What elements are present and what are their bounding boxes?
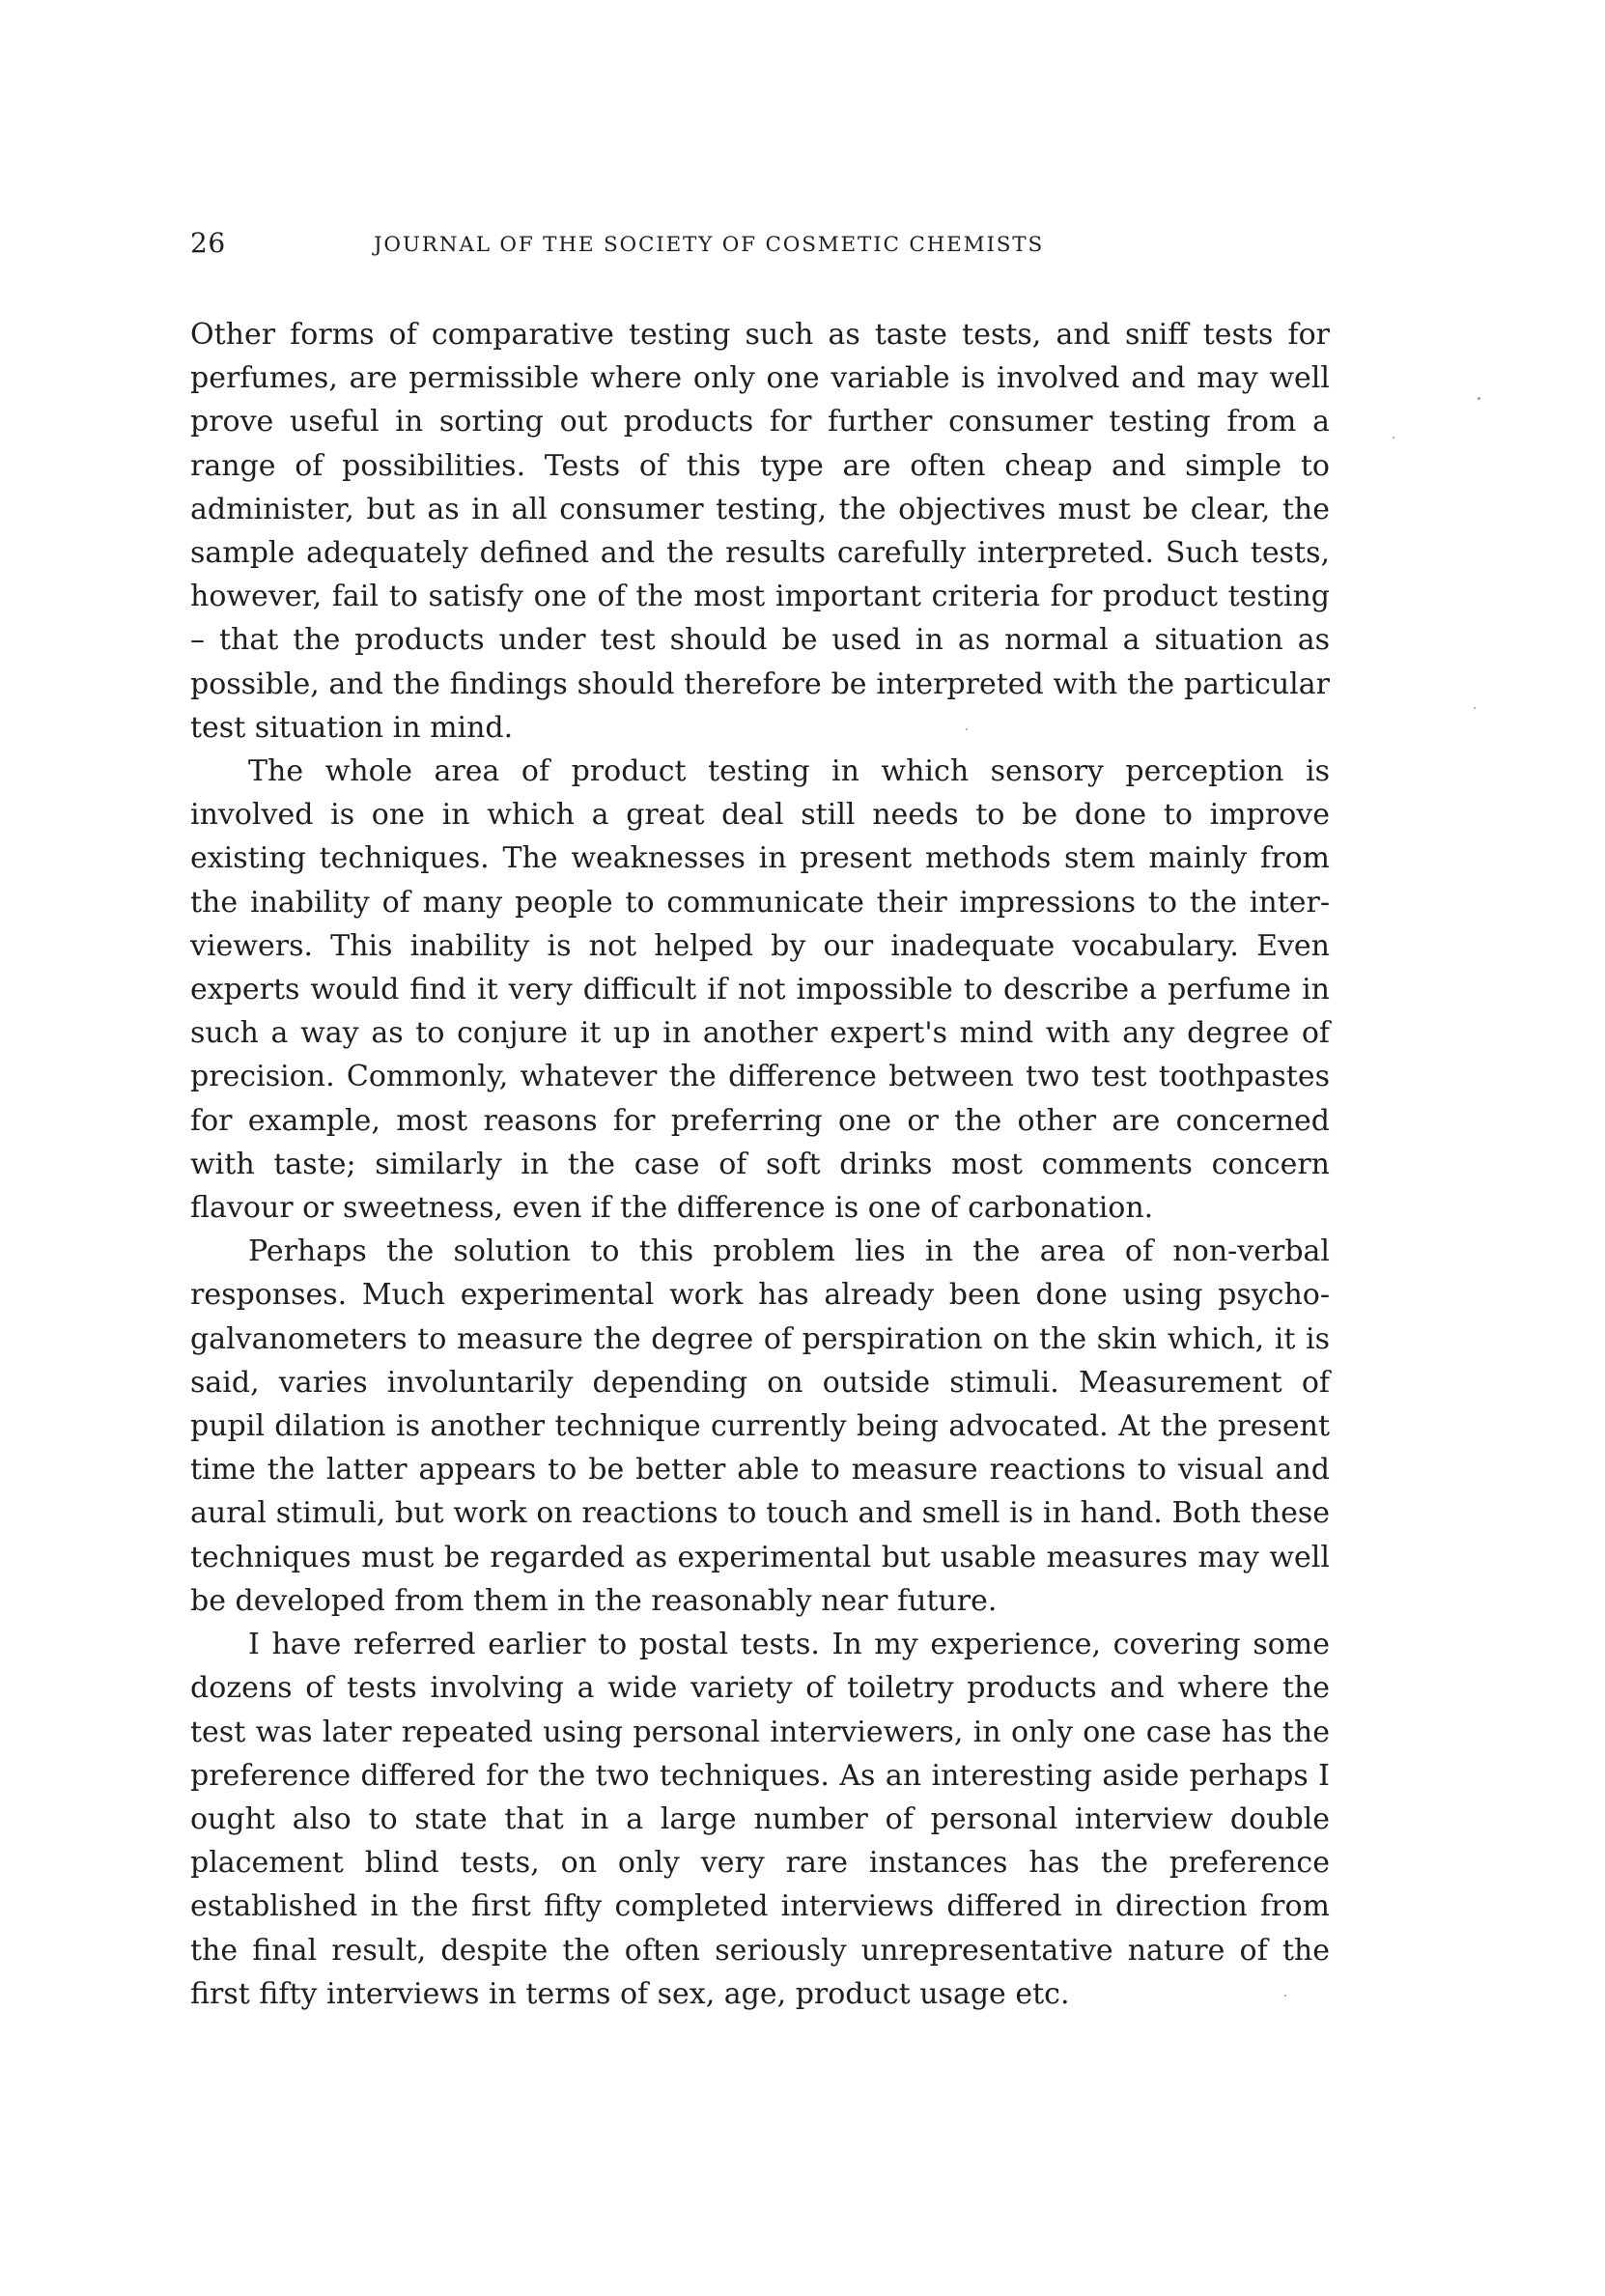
paragraph-postal-tests: I have referred earlier to postal tests. In my experience, covering some dozens of tests involving a wide variety of toiletry products and where the test was later repeated using personal interviewers, in only one case has the preference differed for the two techniques. As an interesting aside perhaps I ought also to state that in a large number of personal interview double placement blind tests, on only very rare instances has the preference established in the first fifty completed interviews differed in direction from the final result, despite the often seriously unrepresentative nature of the first fifty interviews in terms of sex, age, product usage etc. (190, 1628, 1330, 2011)
scan-speck (1284, 1995, 1286, 1997)
paragraph-comparative-testing: Other forms of comparative testing such as taste tests, and sniff tests for perfumes, are permissible where only one variable is involved and may well prove useful in sorting out products for further consumer testing from a range of possibilities. Tests of this type are often cheap and simple to administer, but as in all consumer testing, the objectives must be clear, the sample adequately defined and the results carefully interpreted. Such tests, however, fail to satisfy one of the most important criteria for product testing – that the products under test should be used in as normal a situation as possible, and the findings should therefore be interpreted with the particular test situation in mind. (190, 318, 1330, 745)
paragraph-non-verbal-responses: Perhaps the solution to this problem lies in the area of non-verbal responses. Much experimental work has already been done using psychogalvanometers to measure the degree of perspiration on the skin which, it is said, varies involuntarily depending on outside stimuli. Measurement of pupil dilation is another technique currently being advocated. At the present time the latter appears to be better able to measure reactions to visual and aural stimuli, but work on reactions to touch and smell is in hand. Both these techniques must be regarded as experimental but usable measures may well be developed from them in the reasonably near future. (190, 1234, 1330, 1618)
scan-speck (966, 728, 968, 730)
scan-speck (1393, 437, 1394, 439)
article-body (190, 313, 1330, 2016)
scan-speck (1478, 397, 1480, 400)
scan-speck (1474, 707, 1476, 709)
paragraph-sensory-perception: The whole area of product testing in which sensory perception is involved is one in which a great deal still needs to be done to improve existing techniques. The weaknesses in present methods stem mainly from the inability of many people to communicate their impressions to the interviewers. This inability is not helped by our inadequate vocabulary. Even experts would find it very difficult if not impossible to describe a perfume in such a way as to conjure it up in another expert's mind with any degree of precision. Commonly, whatever the difference between two test toothpastes for example, most reasons for preferring one or the other are concerned with taste; similarly in the case of soft drinks most comments concern flavour or sweetness, even if the difference is one of carbonation. (190, 754, 1330, 1226)
page-number: 26 (190, 227, 226, 259)
journal-title: JOURNAL OF THE SOCIETY OF COSMETIC CHEMISTS (374, 233, 1044, 257)
running-head (190, 224, 1339, 263)
